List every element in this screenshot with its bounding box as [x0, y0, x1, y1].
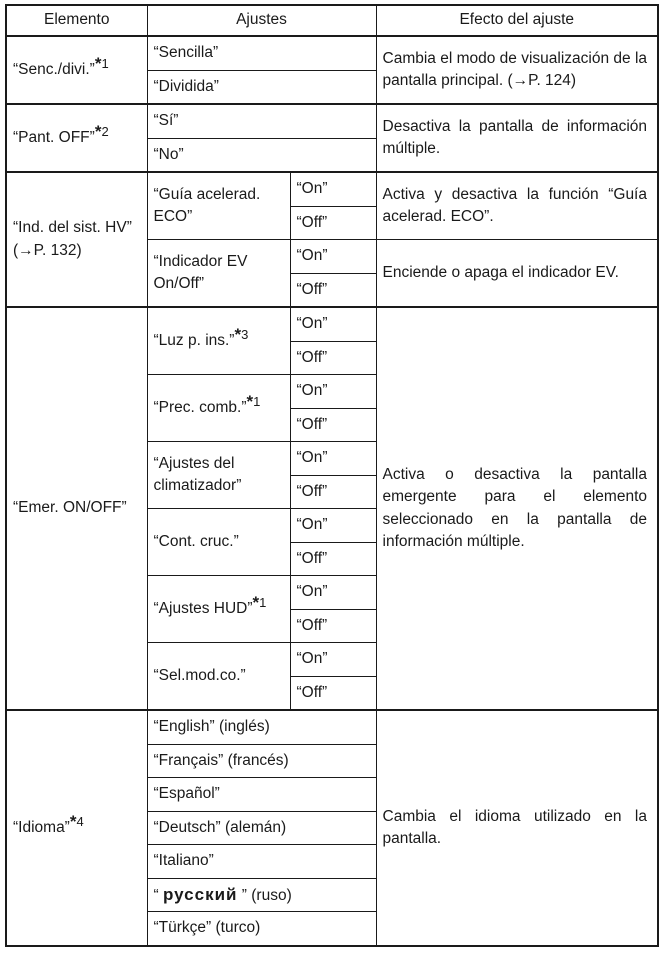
- option-turkce: “Türkçe” (turco): [147, 912, 376, 946]
- value-on: “On”: [290, 172, 376, 206]
- element-pant-off: “Pant. OFF”$^{*2}$: [6, 104, 147, 172]
- option-espanol: “Español”: [147, 778, 376, 812]
- element-ind-sist-hv: “Ind. del sist. HV” (→P. 132): [6, 172, 147, 307]
- value-on: “On”: [290, 307, 376, 341]
- option-english: “English” (inglés): [147, 710, 376, 744]
- effect-senc-divi: Cambia el modo de visualización de la pantalla principal. (→P. 124): [376, 36, 658, 104]
- header-element: Elemento: [6, 5, 147, 36]
- option-russian: “ русский ” (ruso): [147, 878, 376, 912]
- option-no: “No”: [147, 138, 376, 172]
- option-si: “Sí”: [147, 104, 376, 138]
- value-off: “Off”: [290, 609, 376, 643]
- table-row: [6, 172, 658, 206]
- table-row: [6, 36, 658, 70]
- effect-guia-acelerad-eco: Activa y desactiva la función “Guía acelerad. ECO”.: [376, 172, 658, 240]
- option-italiano: “Italiano”: [147, 845, 376, 879]
- value-on: “On”: [290, 576, 376, 610]
- sub-cont-cruc: “Cont. cruc.”: [147, 509, 290, 576]
- element-senc-divi: “Senc./divi.”$^{*1}$: [6, 36, 147, 104]
- header-settings: Ajustes: [147, 5, 376, 36]
- value-on: “On”: [290, 240, 376, 274]
- table-header-row: [6, 5, 658, 36]
- element-emer-on-off: “Emer. ON/OFF”: [6, 307, 147, 710]
- sub-ajustes-hud: “Ajustes HUD”$^{*1}$: [147, 576, 290, 643]
- value-off: “Off”: [290, 542, 376, 576]
- option-deutsch: “Deutsch” (alemán): [147, 811, 376, 845]
- table-row: [6, 104, 658, 138]
- value-off: “Off”: [290, 273, 376, 307]
- sub-ajustes-climatizador: “Ajustes del climatizador”: [147, 442, 290, 509]
- sub-guia-acelerad-eco: “Guía acelerad. ECO”: [147, 172, 290, 240]
- table-row: [6, 710, 658, 744]
- value-on: “On”: [290, 509, 376, 543]
- effect-pant-off: Desactiva la pantalla de información múltiple.: [376, 104, 658, 172]
- value-on: “On”: [290, 643, 376, 677]
- settings-table: [5, 4, 659, 947]
- effect-emer-on-off: Activa o desactiva la pantalla emergente para el elemento seleccionado en la pantalla de información múltiple.: [376, 307, 658, 710]
- value-on: “On”: [290, 375, 376, 409]
- option-dividida: “Dividida”: [147, 70, 376, 104]
- value-off: “Off”: [290, 408, 376, 442]
- value-off: “Off”: [290, 475, 376, 509]
- sub-indicador-ev: “Indicador EV On/Off”: [147, 240, 290, 308]
- element-idioma: “Idioma”$^{*4}$: [6, 710, 147, 946]
- value-off: “Off”: [290, 676, 376, 710]
- value-off: “Off”: [290, 341, 376, 375]
- sub-prec-comb: “Prec. comb.”$^{*1}$: [147, 375, 290, 442]
- option-francais: “Français” (francés): [147, 744, 376, 778]
- effect-idioma: Cambia el idioma utilizado en la pantalla.: [376, 710, 658, 946]
- option-sencilla: “Sencilla”: [147, 36, 376, 70]
- sub-luz-p-ins: “Luz p. ins.”$^{*3}$: [147, 307, 290, 375]
- effect-indicador-ev: Enciende o apaga el indicador EV.: [376, 240, 658, 308]
- table-row: [6, 307, 658, 341]
- value-off: “Off”: [290, 206, 376, 240]
- sub-sel-mod-co: “Sel.mod.co.”: [147, 643, 290, 711]
- header-effect: Efecto del ajuste: [376, 5, 658, 36]
- value-on: “On”: [290, 442, 376, 476]
